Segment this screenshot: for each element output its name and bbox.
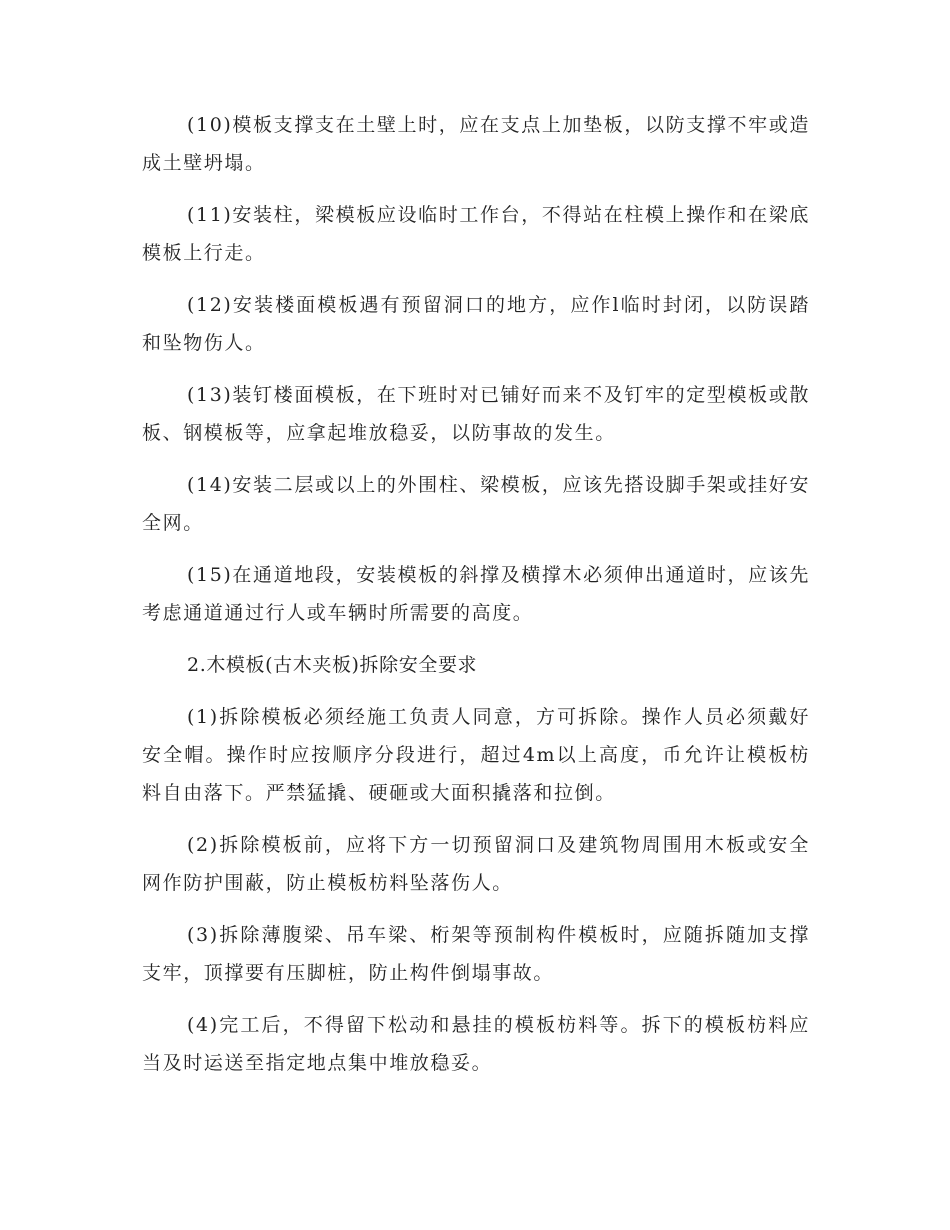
- removal-item-1: (1)拆除模板必须经施工负责人同意，方可拆除。操作人员必须戴好安全帽。操作时应按顺序分段进行，超过4m以上高度，币允许让模板枋料自由落下。严禁猛撬、硬砸或大面积撬落和拉倒。: [142, 706, 810, 804]
- removal-item-3: (3)拆除薄腹梁、吊车梁、桁架等预制构件模板时，应随拆随加支撑支牢，顶撑要有压脚桩，防止构件倒塌事故。: [142, 924, 810, 984]
- paragraph-item-11: (11)安装柱，梁模板应设临时工作台，不得站在柱模上操作和在梁底模板上行走。: [142, 204, 810, 264]
- section-heading: 2.木模板(古木夹板)拆除安全要求: [187, 654, 478, 676]
- removal-item-2: (2)拆除模板前，应将下方一切预留洞口及建筑物周围用木板或安全网作防护围蔽，防止模板枋料坠落伤人。: [142, 834, 810, 894]
- paragraph-item-12: (12)安装楼面模板遇有预留洞口的地方，应作l临时封闭，以防误踏和坠物伤人。: [142, 294, 810, 354]
- paragraph-item-15: (15)在通道地段，安装模板的斜撑及横撑木必须伸出通道时，应该先考虑通道通过行人或车辆时所需要的高度。: [142, 564, 810, 624]
- paragraph-item-13: (13)装钉楼面模板，在下班时对已铺好而来不及钉牢的定型模板或散板、钢模板等，应拿起堆放稳妥，以防事故的发生。: [142, 384, 810, 444]
- paragraph-item-10: (10)模板支撑支在土壁上时，应在支点上加垫板，以防支撑不牢或造成土壁坍塌。: [142, 114, 810, 174]
- document-body: [142, 106, 810, 1096]
- removal-item-4: (4)完工后，不得留下松动和悬挂的模板枋料等。拆下的模板枋料应当及时运送至指定地点集中堆放稳妥。: [142, 1014, 810, 1074]
- paragraph-item-14: (14)安装二层或以上的外围柱、梁模板，应该先搭设脚手架或挂好安全网。: [142, 474, 810, 534]
